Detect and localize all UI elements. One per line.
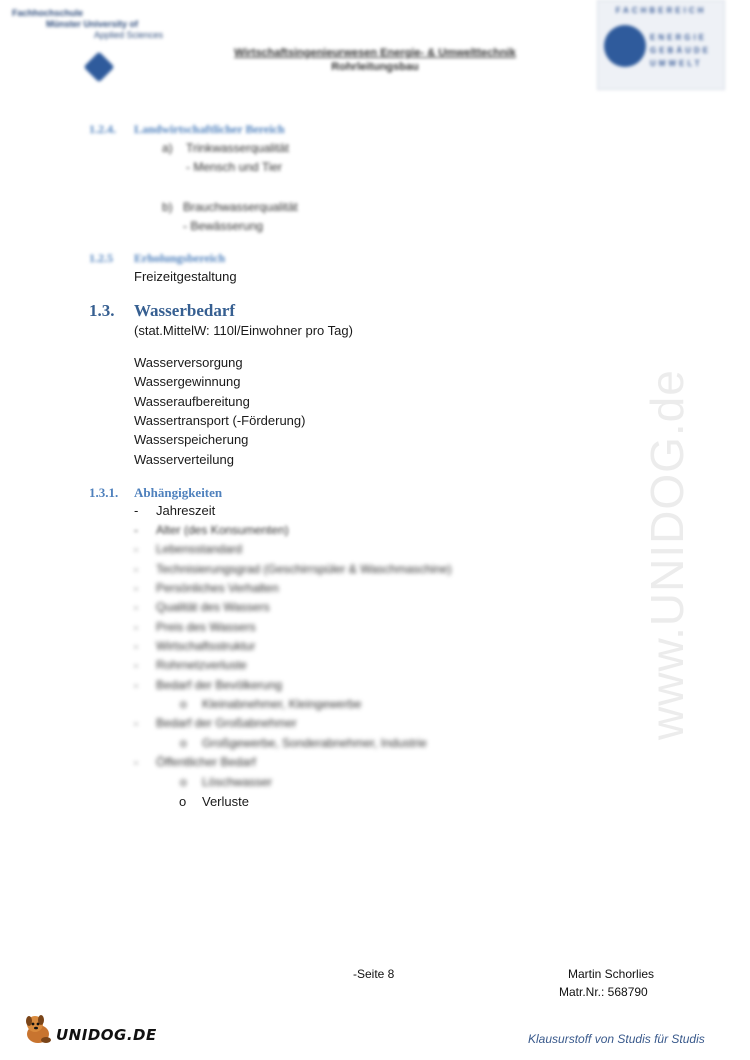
author-name: Martin Schorlies: [568, 967, 655, 981]
list-item: Qualität des Wassers: [156, 600, 270, 614]
list-item: Löschwasser: [202, 775, 273, 789]
fachbereich-label: FACHBEREICH: [615, 6, 707, 15]
list-item: Wassertransport (-Förderung): [134, 413, 306, 428]
unidog-logo: [22, 1012, 157, 1048]
bullet-circle: o: [179, 794, 187, 809]
list-item: Persönliches Verhalten: [156, 581, 279, 595]
bullet-dash: -: [134, 716, 138, 730]
uni-logo-line: Fachhochschule: [12, 8, 84, 18]
list-item: Lebensstandard: [156, 542, 243, 556]
list-item: Kleinabnehmer, Kleingewerbe: [202, 697, 362, 711]
list-item: Wirtschaftsstruktur: [156, 639, 256, 653]
dog-mascot-icon: [22, 1012, 56, 1046]
header-subtitle: Rohrleitungsbau: [331, 61, 419, 73]
bullet-dash: -: [134, 658, 138, 672]
bullet-circle: o: [180, 697, 187, 711]
list-item: Alter (des Konsumenten): [156, 523, 289, 537]
section-number: 1.2.5: [89, 251, 113, 265]
list-item: Bedarf der Großabnehmer: [156, 716, 297, 730]
fachbereich-line: GEBÄUDE: [650, 46, 712, 55]
page-number: -Seite 8: [353, 967, 395, 981]
fachbereich-globe-icon: [604, 25, 646, 67]
list-label: a): [162, 141, 173, 155]
list-item: Wassergewinnung: [134, 374, 241, 389]
bullet-dash: -: [134, 523, 138, 537]
list-item: Jahreszeit: [156, 503, 216, 518]
matriculation-number: Matr.Nr.: 568790: [559, 985, 648, 999]
section-number: 1.3.1.: [89, 485, 119, 500]
section-title: Erholungsbereich: [134, 251, 226, 265]
list-item: Trinkwasserqualität: [186, 141, 289, 155]
document-header: [180, 46, 570, 74]
section-text: Freizeitgestaltung: [134, 269, 237, 284]
list-item: Öffentlicher Bedarf: [156, 755, 256, 769]
uni-logo-line: Münster University of: [46, 19, 139, 29]
unidog-brand: UNIDOG.DE: [56, 1026, 157, 1044]
bullet-dash: -: [134, 600, 138, 614]
bullet-dash: -: [134, 639, 138, 653]
fachbereich-line: UMWELT: [650, 59, 703, 68]
watermark: www.UNIDOG.de: [641, 369, 693, 740]
fachbereich-logo: [597, 0, 725, 90]
uni-badge-icon: [83, 51, 114, 82]
list-label: b): [162, 200, 173, 214]
bullet-dash: -: [134, 620, 138, 634]
list-item: - Mensch und Tier: [186, 160, 283, 174]
section-title: Abhängigkeiten: [134, 485, 223, 500]
list-item: Brauchwasserqualität: [183, 200, 298, 214]
list-item: Wasserversorgung: [134, 355, 243, 370]
section-title: Landwirtschaftlicher Bereich: [134, 122, 285, 136]
uni-logo-line: Applied Sciences: [94, 30, 164, 40]
tagline: Klausurstoff von Studis für Studis: [528, 1032, 705, 1046]
list-item: Rohrnetzverluste: [156, 658, 247, 672]
section-subtitle: (stat.MittelW: 110l/Einwohner pro Tag): [134, 323, 353, 338]
list-item: Wasserspeicherung: [134, 432, 249, 447]
list-item: Technisierungsgrad (Geschirrspüler & Waschmaschine): [156, 562, 452, 576]
bullet-circle: o: [180, 775, 187, 789]
list-item: Wasseraufbereitung: [134, 394, 250, 409]
bullet-dash: -: [134, 503, 139, 518]
list-item: Verluste: [202, 794, 249, 809]
bullet-dash: -: [134, 755, 138, 769]
bullet-dash: -: [134, 678, 138, 692]
list-item: Bedarf der Bevölkerung: [156, 678, 283, 692]
bullet-dash: -: [134, 562, 138, 576]
list-item: - Bewässerung: [183, 219, 264, 233]
section-heading: Wasserbedarf: [134, 301, 236, 320]
header-title: Wirtschaftsingenieurwesen Energie- & Umwelttechnik: [234, 47, 516, 59]
list-item: Wasserverteilung: [134, 452, 234, 467]
university-logo: [12, 8, 187, 86]
bullet-circle: o: [180, 736, 187, 750]
fachbereich-line: ENERGIE: [650, 33, 708, 42]
list-item: Großgewerbe, Sonderabnehmer, Industrie: [202, 736, 427, 750]
bullet-dash: -: [134, 581, 138, 595]
section-number: 1.3.: [89, 301, 115, 320]
bullet-dash: -: [134, 542, 138, 556]
section-number: 1.2.4.: [89, 122, 116, 136]
list-item: Preis des Wassers: [156, 620, 256, 634]
